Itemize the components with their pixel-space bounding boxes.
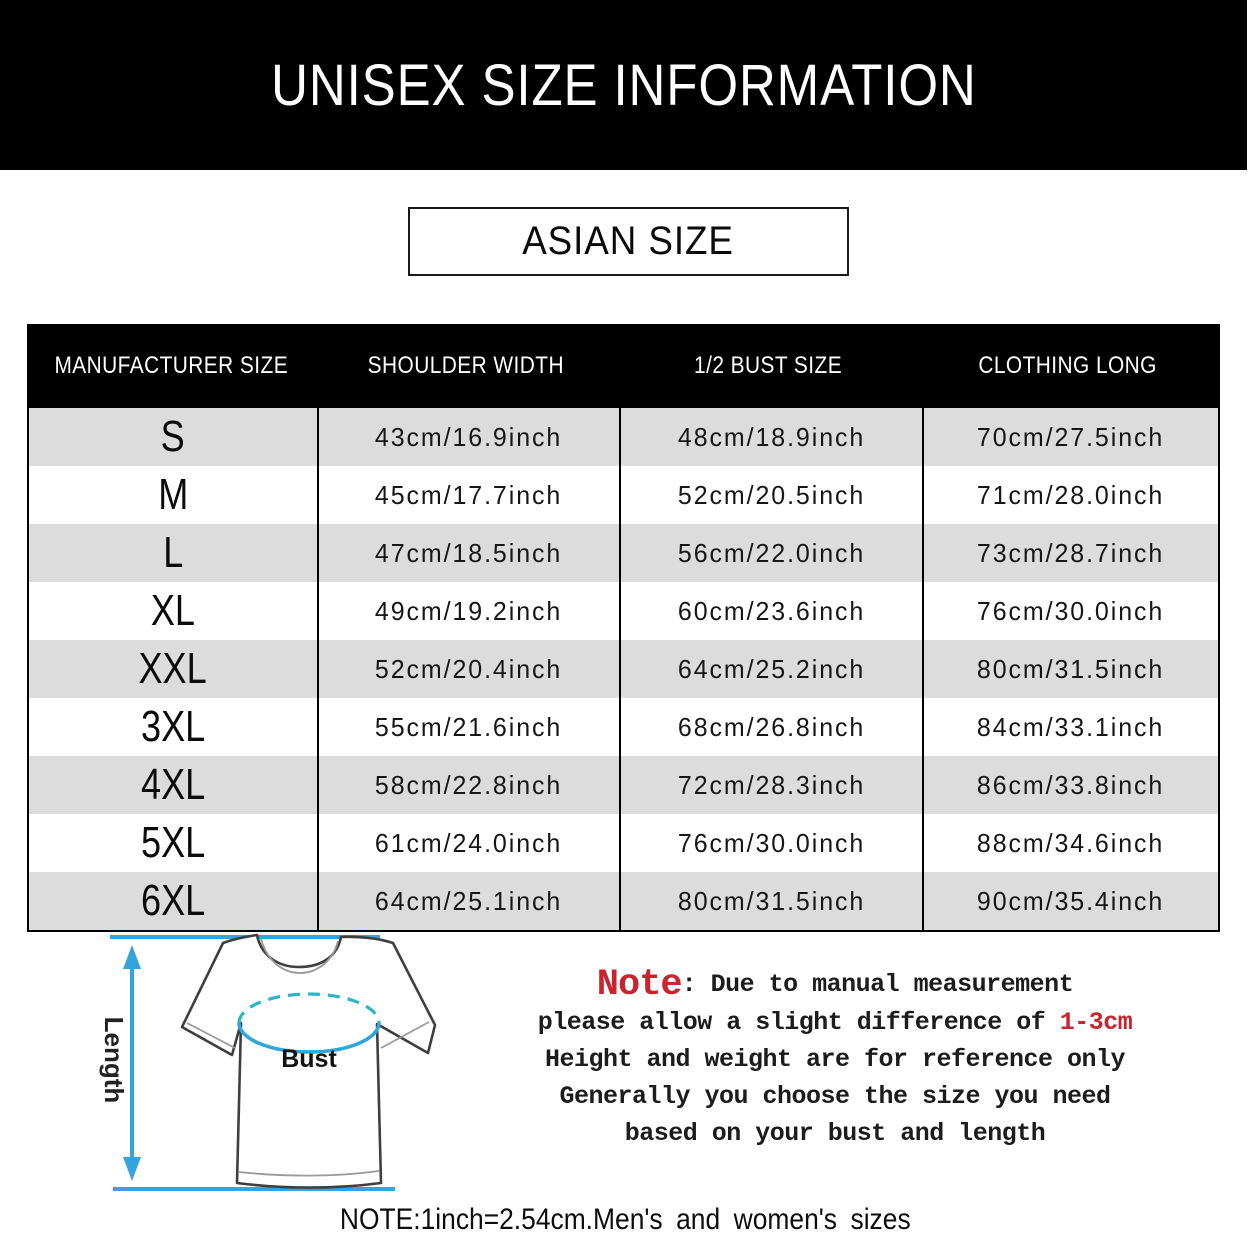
table-row-l xyxy=(29,524,1218,582)
size-chart-table xyxy=(27,324,1220,932)
bust-value: 56cm/22.0inch xyxy=(677,537,866,568)
table-row-xl xyxy=(29,582,1218,640)
tshirt-measure-diagram xyxy=(85,925,485,1205)
length-cell xyxy=(922,524,1218,582)
table-body xyxy=(27,408,1220,932)
bust-value: 72cm/28.3inch xyxy=(677,769,866,800)
shoulder-cell xyxy=(317,756,619,814)
bust-cell xyxy=(619,582,922,640)
shoulder-value: 49cm/19.2inch xyxy=(375,595,563,626)
asian-size-label: ASIAN SIZE xyxy=(522,219,735,263)
header-label: 1/2 BUST SIZE xyxy=(694,352,843,379)
note-line-5: based on your bust and length xyxy=(624,1119,1046,1148)
bust-cell xyxy=(619,698,922,756)
bust-value: 64cm/25.2inch xyxy=(677,653,866,684)
size-value: 5XL xyxy=(140,818,206,867)
length-value: 86cm/33.8inch xyxy=(977,769,1165,800)
note-heading: Note xyxy=(596,964,682,1006)
bust-label: Bust xyxy=(281,1045,337,1073)
length-cell xyxy=(922,408,1218,466)
size-value: 3XL xyxy=(140,702,206,751)
size-value: L xyxy=(162,528,184,577)
shoulder-cell xyxy=(317,640,619,698)
length-value: 76cm/30.0inch xyxy=(977,595,1165,626)
size-cell xyxy=(29,408,317,466)
bust-cell xyxy=(619,524,922,582)
header-label: MANUFACTURER SIZE xyxy=(54,352,288,379)
length-cell xyxy=(922,698,1218,756)
note-line1-text: : Due to manual measurement xyxy=(681,970,1074,999)
shoulder-value: 61cm/24.0inch xyxy=(375,827,563,858)
size-value: XXL xyxy=(138,644,208,693)
length-cell xyxy=(922,872,1218,930)
title-banner xyxy=(0,0,1247,170)
footer-note-text: NOTE:1inch=2.54cm.Men's and women's sizes xyxy=(339,1203,911,1236)
size-cell xyxy=(29,524,317,582)
shoulder-cell xyxy=(317,524,619,582)
bust-value: 76cm/30.0inch xyxy=(677,827,866,858)
size-cell xyxy=(29,466,317,524)
header-cell-manufacturer-size xyxy=(27,352,315,380)
footer-note xyxy=(0,1203,1250,1237)
length-cell xyxy=(922,814,1218,872)
length-cell xyxy=(922,466,1218,524)
shoulder-cell xyxy=(317,698,619,756)
size-cell xyxy=(29,756,317,814)
bust-cell xyxy=(619,872,922,930)
size-cell xyxy=(29,872,317,930)
table-row-5xl xyxy=(29,814,1218,872)
header-cell-clothing-long xyxy=(920,352,1216,380)
size-cell xyxy=(29,640,317,698)
shoulder-value: 45cm/17.7inch xyxy=(375,479,563,510)
length-value: 84cm/33.1inch xyxy=(977,711,1165,742)
bust-value: 68cm/26.8inch xyxy=(677,711,866,742)
table-row-6xl xyxy=(29,872,1218,930)
shoulder-value: 55cm/21.6inch xyxy=(375,711,563,742)
length-value: 70cm/27.5inch xyxy=(977,421,1165,452)
bust-value: 80cm/31.5inch xyxy=(677,885,866,916)
asian-size-box xyxy=(408,207,849,276)
header-label: CLOTHING LONG xyxy=(978,352,1158,379)
page-title: UNISEX SIZE INFORMATION xyxy=(270,52,977,118)
size-value: S xyxy=(160,412,186,461)
size-value: XL xyxy=(150,586,196,635)
bust-value: 60cm/23.6inch xyxy=(677,595,866,626)
length-value: 88cm/34.6inch xyxy=(977,827,1165,858)
shoulder-value: 64cm/25.1inch xyxy=(375,885,563,916)
shoulder-value: 52cm/20.4inch xyxy=(375,653,563,684)
note-line2-text: please allow a slight difference of xyxy=(537,1008,1060,1037)
header-cell-bust-size xyxy=(617,352,920,380)
shoulder-cell xyxy=(317,814,619,872)
size-cell xyxy=(29,814,317,872)
table-row-xxl xyxy=(29,640,1218,698)
shoulder-value: 43cm/16.9inch xyxy=(375,421,563,452)
size-value: M xyxy=(157,470,189,519)
size-cell xyxy=(29,698,317,756)
length-cell xyxy=(922,640,1218,698)
bust-cell xyxy=(619,408,922,466)
shoulder-value: 47cm/18.5inch xyxy=(375,537,563,568)
bust-cell xyxy=(619,814,922,872)
note-line-3: Height and weight are for reference only xyxy=(544,1045,1126,1074)
measurement-note xyxy=(440,966,1230,1152)
bust-cell xyxy=(619,466,922,524)
bust-value: 48cm/18.9inch xyxy=(677,421,866,452)
note-line-2 xyxy=(440,1004,1230,1041)
header-label: SHOULDER WIDTH xyxy=(367,352,565,379)
shoulder-cell xyxy=(317,466,619,524)
size-value: 4XL xyxy=(140,760,206,809)
shoulder-cell xyxy=(317,582,619,640)
length-value: 73cm/28.7inch xyxy=(977,537,1165,568)
note-line2-highlight: 1-3cm xyxy=(1059,1008,1133,1037)
table-row-3xl xyxy=(29,698,1218,756)
size-cell xyxy=(29,582,317,640)
note-line-4: Generally you choose the size you need xyxy=(559,1082,1111,1111)
length-value: 80cm/31.5inch xyxy=(977,653,1165,684)
bust-cell xyxy=(619,756,922,814)
tshirt-diagram-svg xyxy=(85,925,485,1205)
length-cell xyxy=(922,756,1218,814)
table-row-m xyxy=(29,466,1218,524)
length-label: Length xyxy=(99,1016,129,1104)
table-header-row xyxy=(27,324,1220,408)
table-row-s xyxy=(29,408,1218,466)
length-value: 90cm/35.4inch xyxy=(977,885,1165,916)
size-value: 6XL xyxy=(140,876,206,925)
shoulder-value: 58cm/22.8inch xyxy=(375,769,563,800)
header-cell-shoulder-width xyxy=(315,352,617,380)
shoulder-cell xyxy=(317,872,619,930)
bust-value: 52cm/20.5inch xyxy=(677,479,866,510)
table-row-4xl xyxy=(29,756,1218,814)
length-cell xyxy=(922,582,1218,640)
shoulder-cell xyxy=(317,408,619,466)
length-value: 71cm/28.0inch xyxy=(977,479,1165,510)
note-line-1 xyxy=(440,966,1230,1004)
bust-cell xyxy=(619,640,922,698)
